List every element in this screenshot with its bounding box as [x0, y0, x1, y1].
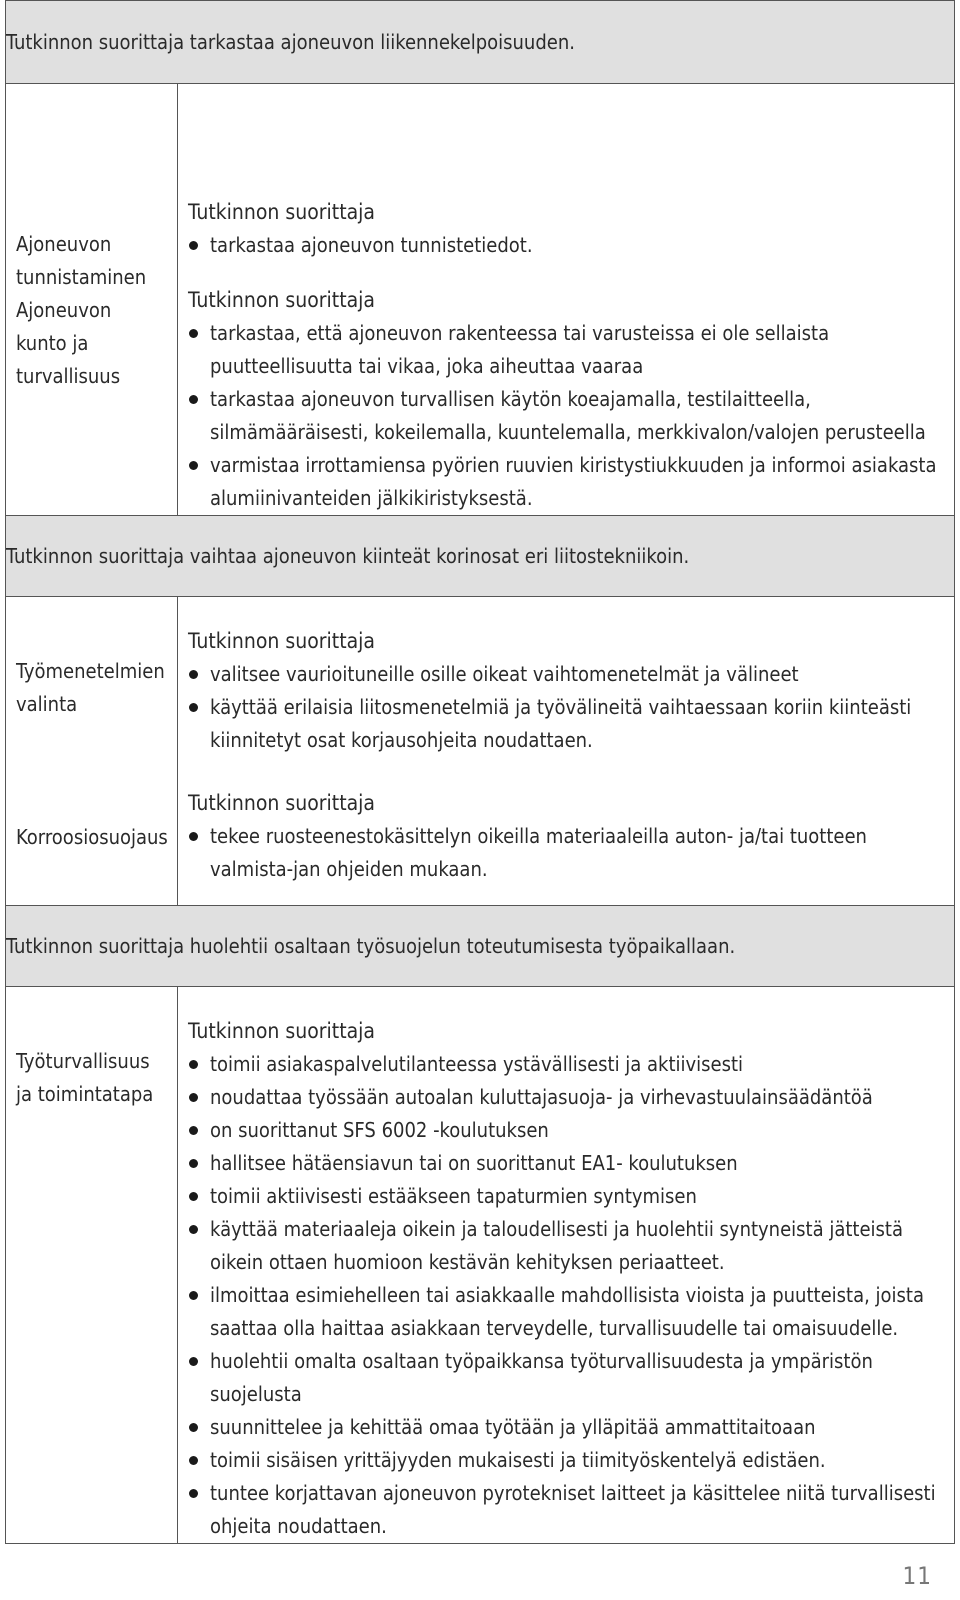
block-title: Tutkinnon suorittaja [188, 629, 376, 653]
list-item: tarkastaa, että ajoneuvon rakenteessa tai varusteissa ei ole sellaista puutteellisuutta tai vikaa, joka aiheuttaa vaaraa [188, 317, 940, 383]
list-item: tuntee korjattavan ajoneuvon pyrotekniset laitteet ja käsittelee niitä turvallisesti ohjeita noudattaen. [188, 1477, 940, 1543]
block-title: Tutkinnon suorittaja [188, 791, 376, 815]
section-header-row [6, 906, 955, 987]
bullet-list [188, 229, 940, 262]
page-number: 11 [902, 1562, 932, 1590]
list-item: toimii asiakaspalvelutilanteessa ystävällisesti ja aktiivisesti [188, 1048, 940, 1081]
section-labels [6, 987, 178, 1544]
section-header-row [6, 1, 955, 84]
list-item: toimii aktiivisesti estääkseen tapaturmien syntymisen [188, 1180, 940, 1213]
section-body-row [6, 987, 955, 1544]
list-item: hallitsee hätäensiavun tai on suorittanut EA1- koulutuksen [188, 1147, 940, 1180]
section-content [178, 597, 955, 906]
label-tyoturvallisuus: Työturvallisuus ja toimintatapa [16, 1049, 154, 1106]
criteria-table [5, 0, 955, 1544]
list-item: huolehtii omalta osaltaan työpaikkansa työturvallisuudesta ja ympäristön suojelusta [188, 1345, 940, 1411]
section-header: Tutkinnon suorittaja tarkastaa ajoneuvon liikennekelpoisuuden. [6, 1, 955, 84]
bullet-list [188, 317, 940, 515]
section-content [178, 987, 955, 1544]
bullet-list [188, 658, 940, 757]
list-item: on suorittanut SFS 6002 -koulutuksen [188, 1114, 940, 1147]
bullet-list [188, 820, 940, 886]
block-title: Tutkinnon suorittaja [188, 1019, 376, 1043]
section-labels [6, 597, 178, 906]
section-header: Tutkinnon suorittaja vaihtaa ajoneuvon kiinteät korinosat eri liitostekniikoin. [6, 516, 955, 597]
list-item: noudattaa työssään autoalan kuluttajasuoja- ja virhevastuulainsäädäntöä [188, 1081, 940, 1114]
list-item: tarkastaa ajoneuvon tunnistetiedot. [188, 229, 940, 262]
section-header: Tutkinnon suorittaja huolehtii osaltaan työsuojelun toteutumisesta työpaikallaan. [6, 906, 955, 987]
list-item: käyttää erilaisia liitosmenetelmiä ja työvälineitä vaihtaessaan koriin kiinteästi kiinnitetyt osat korjausohjeita noudattaen. [188, 691, 940, 757]
section-content [178, 84, 955, 516]
list-item: ilmoittaa esimiehelleen tai asiakkaalle mahdollisista vioista ja puutteista, joista saattaa olla haittaa asiakkaan terveydelle, turvallisuudelle tai omaisuudelle. [188, 1279, 940, 1345]
section-header-row [6, 516, 955, 597]
section-body-row [6, 84, 955, 516]
list-item: varmistaa irrottamiensa pyörien ruuvien kiristystiukkuuden ja informoi asiakasta alumiinivanteiden jälkikiristyksestä. [188, 449, 940, 515]
list-item: tekee ruosteenestokäsittelyn oikeilla materiaaleilla auton- ja/tai tuotteen valmista-jan ohjeiden mukaan. [188, 820, 940, 886]
list-item: suunnittelee ja kehittää omaa työtään ja ylläpitää ammattitaitoaan [188, 1411, 940, 1444]
list-item: käyttää materiaaleja oikein ja taloudellisesti ja huolehtii syntyneistä jätteistä oikein ottaen huomioon kestävän kehityksen periaatteet. [188, 1213, 940, 1279]
list-item: tarkastaa ajoneuvon turvallisen käytön koeajamalla, testilaitteella, silmämääräisesti, kokeilemalla, kuuntelemalla, merkkivalon/valojen perusteella [188, 383, 940, 449]
list-item: valitsee vaurioituneille osille oikeat vaihtomenetelmät ja välineet [188, 658, 940, 691]
bullet-list [188, 1048, 940, 1543]
label-tyomenetelmien-valinta: Työmenetelmien valinta [16, 659, 165, 716]
label-ajoneuvon-tunnistaminen: Ajoneuvon tunnistaminen [16, 232, 147, 289]
label-ajoneuvon-kunto: Ajoneuvon kunto ja turvallisuus [16, 298, 121, 388]
section-labels [6, 84, 178, 516]
list-item: toimii sisäisen yrittäjyyden mukaisesti ja tiimityöskentelyä edistäen. [188, 1444, 940, 1477]
block-title: Tutkinnon suorittaja [188, 288, 376, 312]
label-korroosiosuojaus: Korroosiosuojaus [16, 825, 168, 849]
section-body-row [6, 597, 955, 906]
block-title: Tutkinnon suorittaja [188, 200, 376, 224]
